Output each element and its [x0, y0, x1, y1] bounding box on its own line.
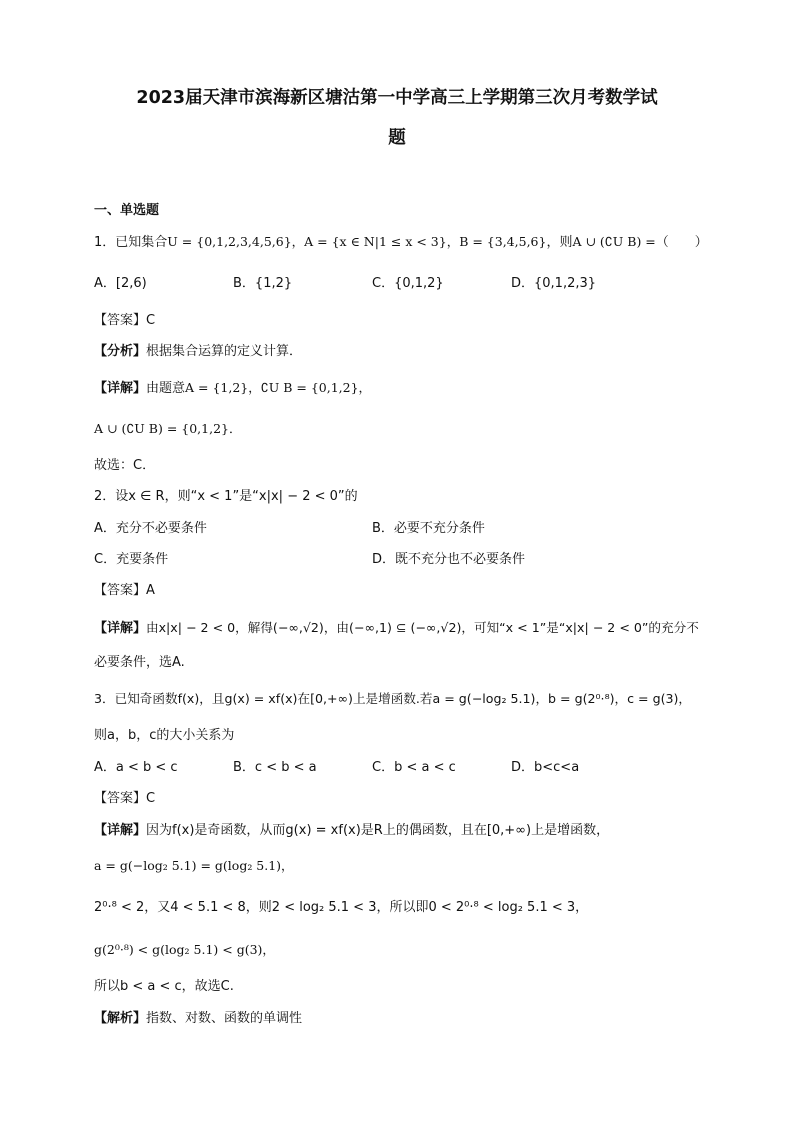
q3-jiexi-text: 指数、对数、函数的单调性 — [146, 1011, 303, 1026]
q1-option-c: C．{0,1,2} — [372, 276, 444, 291]
q1-detail-line-2: A ∪ (∁U B) = {0,1,2}． — [94, 421, 242, 436]
page-title-continued: 题 — [388, 128, 406, 148]
question-1-stem — [94, 234, 708, 251]
q2-option-b: B．必要不充分条件 — [372, 521, 485, 536]
q1-detail-text-a: 由题意 — [146, 381, 186, 396]
q1-detail — [94, 380, 371, 397]
q3-detail-line-3: 2⁰·⁸ < 2，又4 < 5.1 < 8，则2 < log₂ 5.1 < 3，所以即0 < 2⁰·⁸ < log₂ 5.1 < 3， — [94, 900, 589, 915]
q3-option-d: D．b<c<a — [511, 760, 580, 775]
q3-detail-line-2: a = g(−log₂ 5.1) = g(log₂ 5.1)， — [94, 858, 294, 873]
q1-stem-math2: A ∪ (∁U B) = — [572, 234, 656, 249]
question-3-stem: 3．已知奇函数f(x)，且g(x) = xf(x)在[0,+∞)上是增函数.若a = g(−log₂ 5.1)，b = g(2⁰·⁸)，c = g(3)， — [94, 691, 692, 706]
q3-detail-line-5: 所以b < a < c，故选C. — [94, 979, 234, 994]
q1-answer: 【答案】C — [94, 313, 156, 328]
q1-analysis-tag: 【分析】 — [94, 344, 147, 359]
page-title: 2023届天津市滨海新区塘沽第一中学高三上学期第三次月考数学试 — [136, 88, 658, 108]
q3-option-b: B．c < b < a — [233, 760, 317, 775]
q1-analysis-text: 根据集合运算的定义计算． — [146, 344, 303, 359]
q3-jiexi — [94, 1011, 302, 1027]
question-2-stem: 2．设x ∈ R，则“x < 1”是“x|x| − 2 < 0”的 — [94, 489, 358, 504]
q1-stem-mid: ，则 — [546, 235, 573, 250]
q3-detail-line-4: g(2⁰·⁸) < g(log₂ 5.1) < g(3)， — [94, 942, 275, 957]
q2-detail — [94, 620, 699, 637]
q1-stem-prefix: 1．已知集合 — [94, 235, 168, 250]
q1-option-b: B．{1,2} — [233, 276, 293, 291]
q3-detail-tag: 【详解】 — [94, 823, 147, 838]
q3-jiexi-tag: 【解析】 — [94, 1011, 147, 1026]
q2-detail-text: 由x|x| − 2 < 0，解得(−∞,√2)，由(−∞,1) ⊆ (−∞,√2)，可知“x < 1”是“x|x| − 2 < 0”的充分不 — [146, 620, 699, 635]
q1-stem-suffix: （ ） — [655, 235, 708, 250]
q1-option-a: A．[2,6) — [94, 276, 147, 291]
q3-answer: 【答案】C — [94, 791, 156, 806]
q3-option-c: C．b < a < c — [372, 760, 456, 775]
q3-detail — [94, 823, 609, 839]
q1-detail-tag: 【详解】 — [94, 381, 147, 396]
q2-detail-tag: 【详解】 — [94, 621, 147, 636]
q1-stem-math: U = {0,1,2,3,4,5,6}，A = {x ∈ N|1 ≤ x < 3}，B = {3,4,5,6} — [167, 234, 547, 249]
q3-option-a: A．a < b < c — [94, 760, 178, 775]
section-heading: 一、单选题 — [94, 203, 160, 218]
q2-option-a: A．充分不必要条件 — [94, 521, 207, 536]
q2-option-d: D．既不充分也不必要条件 — [372, 552, 526, 567]
q3-detail-text: 因为f(x)是奇函数，从而g(x) = xf(x)是R上的偶函数，且在[0,+∞)上是增函数， — [146, 823, 610, 838]
q2-detail-line-2: 必要条件，选A. — [94, 655, 185, 670]
q2-option-c: C．充要条件 — [94, 552, 169, 567]
q1-option-d: D．{0,1,2,3} — [511, 276, 597, 291]
q1-analysis — [94, 344, 302, 360]
q3-stem-line-2: 则a，b，c的大小关系为 — [94, 728, 235, 743]
q2-answer: 【答案】A — [94, 583, 155, 598]
q1-detail-text-b: A = {1,2}，∁U B = {0,1,2}， — [185, 380, 372, 395]
q1-conclusion: 故选：C． — [94, 458, 156, 473]
